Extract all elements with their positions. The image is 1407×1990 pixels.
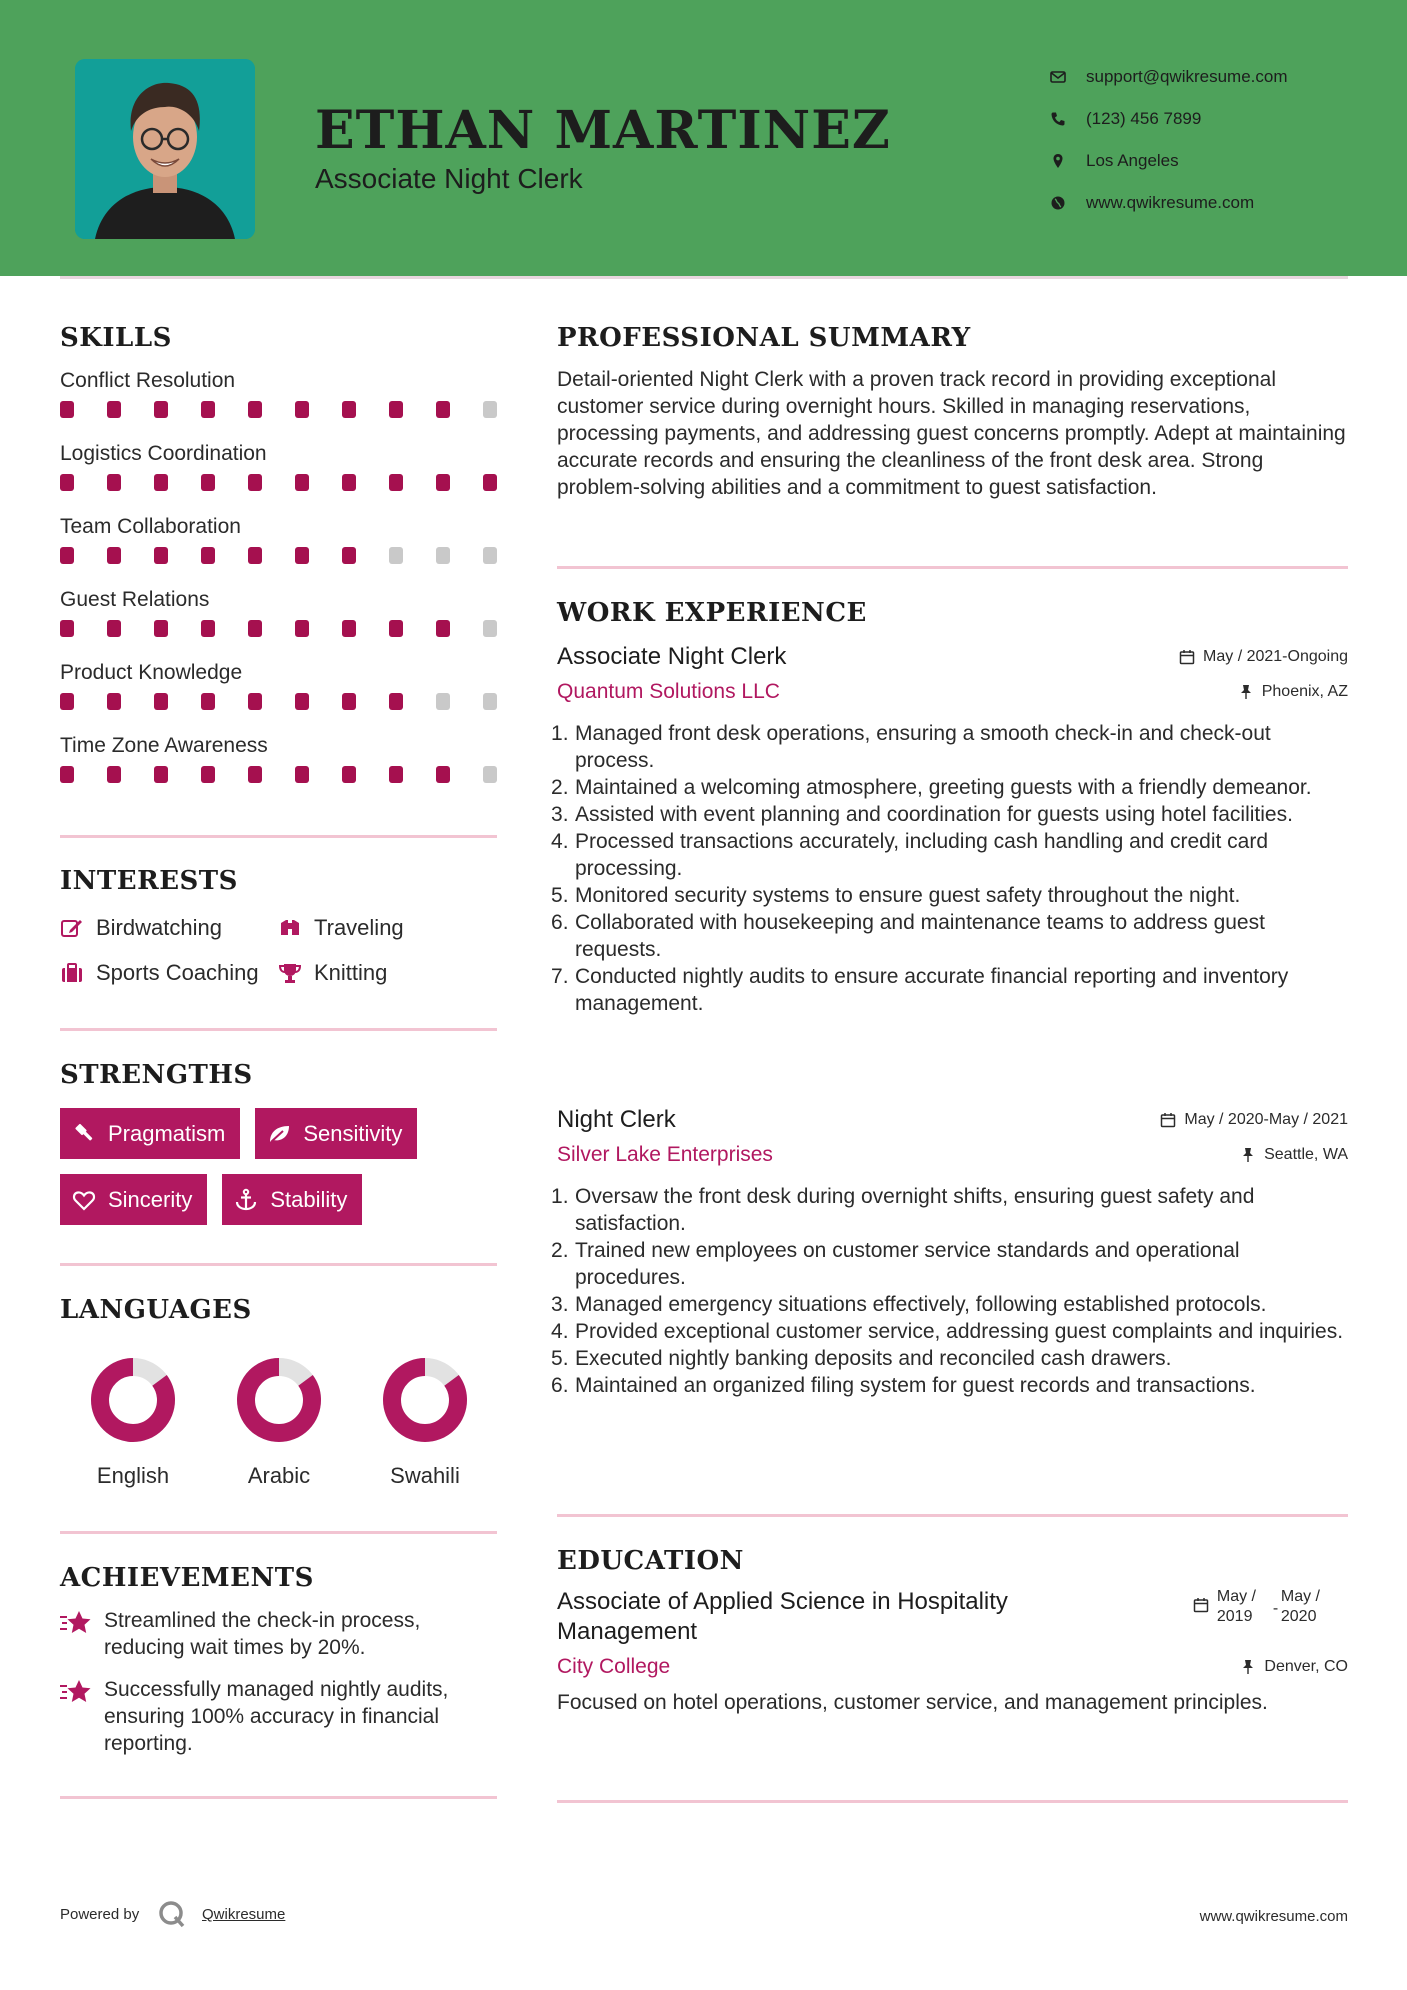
rating-dot-filled <box>483 474 497 491</box>
pushpin-icon <box>1240 1147 1256 1163</box>
footer <box>60 1900 1348 1930</box>
section-divider <box>60 1531 497 1534</box>
rating-dot-filled <box>107 620 121 637</box>
rating-dot-filled <box>201 693 215 710</box>
rating-dot-filled <box>436 474 450 491</box>
experience-title: WORK EXPERIENCE <box>557 598 867 628</box>
rating-dot-filled <box>107 547 121 564</box>
rating-dot-filled <box>248 766 262 783</box>
rating-dot-filled <box>436 766 450 783</box>
skill-rating <box>60 547 497 564</box>
summary-text: Detail-oriented Night Clerk with a proven track record in providing exceptional customer service during overnight hours. Skilled in managing reservations, processing payments, and addressing guest concerns promptly. Adept at maintaining accurate records and ensuring the cleanliness of the front desk area. Strong problem-solving abilities and a commitment to guest satisfaction. <box>557 368 1346 499</box>
section-divider <box>60 1028 497 1031</box>
footer-website-link[interactable]: www.qwikresume.com <box>1199 1908 1348 1925</box>
strength-label: Stability <box>270 1186 348 1212</box>
rating-dot-filled <box>436 401 450 418</box>
achievement-item <box>60 1676 500 1757</box>
summary-section <box>557 366 1348 501</box>
resume-header <box>0 0 1407 276</box>
interest-label: Traveling <box>314 914 404 940</box>
strength-tag <box>60 1174 207 1225</box>
strength-tag <box>255 1108 417 1159</box>
rating-dot-filled <box>295 620 309 637</box>
rating-dot-empty <box>389 547 403 564</box>
rating-dot-filled <box>342 401 356 418</box>
rating-dot-filled <box>295 474 309 491</box>
rating-dot-filled <box>342 766 356 783</box>
section-divider <box>60 835 497 838</box>
rating-dot-filled <box>154 693 168 710</box>
summary-title: PROFESSIONAL SUMMARY <box>557 323 971 353</box>
job-dates <box>1179 648 1348 666</box>
contact-email-text: support@qwikresume.com <box>1086 67 1288 86</box>
responsibility-item: Executed nightly banking deposits and reconciled cash drawers. <box>575 1347 1172 1370</box>
binoculars-icon <box>278 917 302 939</box>
job-location <box>1240 1146 1348 1164</box>
contact-location <box>1050 140 1390 182</box>
language-name: Swahili <box>390 1463 460 1488</box>
job-entry <box>557 1103 1348 1399</box>
skill-rating <box>60 766 497 783</box>
edu-start-year: 2019 <box>1216 1608 1253 1625</box>
pushpin-icon <box>1240 1659 1256 1675</box>
company-name: Quantum Solutions LLC <box>557 680 780 703</box>
skill-name: Team Collaboration <box>60 515 241 538</box>
contact-list <box>1050 56 1390 224</box>
anchor-icon <box>234 1188 258 1212</box>
rating-dot-filled <box>436 620 450 637</box>
education-description: Focused on hotel operations, customer service, and management principles. <box>557 1691 1268 1714</box>
rating-dot-filled <box>154 401 168 418</box>
section-divider <box>60 1796 497 1799</box>
school-name: City College <box>557 1655 671 1678</box>
skill-name: Logistics Coordination <box>60 442 267 465</box>
achievement-item <box>60 1607 500 1661</box>
edu-date-separator: - <box>1272 1600 1279 1617</box>
rating-dot-filled <box>295 766 309 783</box>
gavel-icon <box>72 1122 96 1146</box>
job-location-text: Seattle, WA <box>1264 1146 1348 1163</box>
edu-end-month: May / <box>1280 1588 1320 1605</box>
skill-name: Time Zone Awareness <box>60 734 268 757</box>
rating-dot-empty <box>483 547 497 564</box>
strengths-title: STRENGTHS <box>60 1060 253 1090</box>
rating-dot-filled <box>60 620 74 637</box>
responsibility-list <box>557 720 1348 1017</box>
responsibility-item: Provided exceptional customer service, addressing guest complaints and inquiries. <box>575 1320 1344 1343</box>
language-item <box>60 1355 206 1489</box>
responsibility-item: Maintained a welcoming atmosphere, greeting guests with a friendly demeanor. <box>575 776 1312 799</box>
skill-name: Product Knowledge <box>60 661 243 684</box>
language-ring <box>234 1355 324 1445</box>
job-location <box>1238 683 1348 701</box>
responsibility-item: Collaborated with housekeeping and maintenance teams to address guest requests. <box>575 911 1265 961</box>
section-divider <box>557 1800 1348 1803</box>
strength-label: Sincerity <box>108 1186 193 1212</box>
rating-dot-filled <box>201 401 215 418</box>
heart-icon <box>72 1188 96 1212</box>
skills-list <box>60 365 497 803</box>
language-item <box>352 1355 498 1489</box>
strengths-list <box>60 1108 500 1240</box>
achievement-text: Successfully managed nightly audits, ensuring 100% accuracy in financial reporting. <box>104 1678 449 1755</box>
job-entry <box>557 640 1348 1017</box>
calendar-icon <box>1193 1597 1209 1613</box>
responsibility-item: Oversaw the front desk during overnight shifts, ensuring guest safety and satisfaction. <box>575 1185 1255 1235</box>
interest-item <box>60 960 278 986</box>
interest-label: Knitting <box>314 959 388 985</box>
location-pin-icon <box>1050 153 1066 169</box>
responsibility-item: Trained new employees on customer service standards and operational procedures. <box>575 1239 1240 1289</box>
rating-dot-filled <box>342 474 356 491</box>
person-avatar-icon <box>75 59 255 239</box>
edu-end-year: 2020 <box>1280 1608 1317 1625</box>
powered-by-label: Powered by <box>60 1906 140 1923</box>
interest-label: Sports Coaching <box>96 959 259 985</box>
responsibility-item: Managed front desk operations, ensuring a smooth check-in and check-out process. <box>575 722 1271 772</box>
candidate-name: ETHAN MARTINEZ <box>315 100 891 161</box>
rating-dot-filled <box>389 693 403 710</box>
edu-start-month: May / <box>1216 1588 1256 1605</box>
pushpin-icon <box>1238 684 1254 700</box>
rating-dot-filled <box>389 401 403 418</box>
education-entry <box>557 1587 1348 1716</box>
rating-dot-filled <box>248 401 262 418</box>
skill-rating <box>60 620 497 637</box>
calendar-icon <box>1160 1112 1176 1128</box>
achievements-title: ACHIEVEMENTS <box>60 1563 314 1593</box>
rating-dot-filled <box>295 693 309 710</box>
rating-dot-filled <box>60 547 74 564</box>
rating-dot-empty <box>436 693 450 710</box>
skill-rating <box>60 401 497 418</box>
rating-dot-filled <box>342 547 356 564</box>
skill-rating <box>60 474 497 491</box>
rating-dot-filled <box>107 766 121 783</box>
star-icon <box>60 1609 92 1637</box>
contact-phone-text: (123) 456 7899 <box>1086 109 1202 128</box>
language-name: Arabic <box>247 1463 311 1488</box>
rating-dot-filled <box>342 620 356 637</box>
job-location-text: Phoenix, AZ <box>1261 683 1348 700</box>
contact-location-text: Los Angeles <box>1086 151 1179 170</box>
strength-label: Pragmatism <box>108 1120 226 1146</box>
section-divider <box>557 1514 1348 1517</box>
degree-name: Associate of Applied Science in Hospitality Management <box>557 1588 1008 1645</box>
strength-tag <box>222 1174 362 1225</box>
education-location-text: Denver, CO <box>1264 1658 1348 1675</box>
strength-label: Sensitivity <box>303 1120 403 1146</box>
header-divider <box>60 276 1348 279</box>
rating-dot-filled <box>201 474 215 491</box>
contact-phone[interactable] <box>1050 98 1390 140</box>
trophy-icon <box>278 962 302 984</box>
rating-dot-empty <box>436 547 450 564</box>
section-divider <box>60 1263 497 1266</box>
rating-dot-filled <box>154 766 168 783</box>
rating-dot-filled <box>201 547 215 564</box>
achievement-text: Streamlined the check-in process, reducing wait times by 20%. <box>104 1609 421 1659</box>
candidate-title: Associate Night Clerk <box>315 163 583 194</box>
envelope-icon <box>1050 69 1066 85</box>
interest-item <box>60 915 278 941</box>
job-role: Night Clerk <box>557 1106 676 1133</box>
rating-dot-filled <box>389 766 403 783</box>
rating-dot-filled <box>60 474 74 491</box>
rating-dot-filled <box>248 474 262 491</box>
education-dates <box>1193 1587 1320 1627</box>
rating-dot-filled <box>60 766 74 783</box>
responsibility-list <box>557 1183 1348 1399</box>
language-ring <box>380 1355 470 1445</box>
strength-tag <box>60 1108 240 1159</box>
rating-dot-filled <box>389 620 403 637</box>
languages-title: LANGUAGES <box>60 1295 252 1325</box>
phone-icon <box>1050 111 1066 127</box>
rating-dot-filled <box>201 620 215 637</box>
education-title: EDUCATION <box>557 1546 744 1576</box>
education-location <box>1240 1658 1348 1676</box>
star-icon <box>60 1678 92 1706</box>
rating-dot-filled <box>342 693 356 710</box>
skills-title: SKILLS <box>60 323 172 353</box>
job-dates <box>1160 1111 1348 1129</box>
edit-icon <box>60 917 84 939</box>
skill-name: Conflict Resolution <box>60 369 236 392</box>
job-role: Associate Night Clerk <box>557 643 787 670</box>
rating-dot-empty <box>483 620 497 637</box>
language-item <box>206 1355 352 1489</box>
interest-item <box>278 960 387 986</box>
rating-dot-filled <box>248 693 262 710</box>
skill-name: Guest Relations <box>60 588 210 611</box>
profile-photo <box>75 59 255 239</box>
rating-dot-empty <box>483 693 497 710</box>
contact-email[interactable] <box>1050 56 1390 98</box>
responsibility-item: Maintained an organized filing system for guest records and transactions. <box>575 1374 1256 1397</box>
job-dates-text: May / 2020-May / 2021 <box>1184 1111 1348 1128</box>
rating-dot-filled <box>60 693 74 710</box>
leaf-icon <box>267 1122 291 1146</box>
responsibility-item: Conducted nightly audits to ensure accurate financial reporting and inventory management. <box>575 965 1289 1015</box>
section-divider <box>557 566 1348 569</box>
contact-website[interactable] <box>1050 182 1390 224</box>
job-dates-text: May / 2021-Ongoing <box>1203 648 1348 665</box>
rating-dot-filled <box>248 620 262 637</box>
rating-dot-filled <box>154 547 168 564</box>
responsibility-item: Managed emergency situations effectively, following established protocols. <box>575 1293 1267 1316</box>
calendar-icon <box>1179 649 1195 665</box>
rating-dot-filled <box>107 401 121 418</box>
interests-list <box>60 905 500 995</box>
rating-dot-empty <box>483 401 497 418</box>
language-ring <box>88 1355 178 1445</box>
responsibility-item: Processed transactions accurately, including cash handling and credit card processing. <box>575 830 1268 880</box>
rating-dot-filled <box>154 620 168 637</box>
languages-list <box>60 1355 500 1489</box>
rating-dot-filled <box>295 401 309 418</box>
language-name: English <box>96 1463 170 1488</box>
skill-rating <box>60 693 497 710</box>
responsibility-item: Monitored security systems to ensure guest safety throughout the night. <box>575 884 1241 907</box>
rating-dot-filled <box>60 401 74 418</box>
rating-dot-filled <box>295 547 309 564</box>
interest-label: Birdwatching <box>96 914 222 940</box>
interests-title: INTERESTS <box>60 866 238 896</box>
company-name: Silver Lake Enterprises <box>557 1143 773 1166</box>
qwikresume-logo-icon <box>158 1900 186 1928</box>
rating-dot-filled <box>201 766 215 783</box>
rating-dot-filled <box>154 474 168 491</box>
globe-icon <box>1050 195 1066 211</box>
interest-item <box>278 915 404 941</box>
rating-dot-filled <box>107 693 121 710</box>
achievements-list <box>60 1607 500 1772</box>
rating-dot-filled <box>248 547 262 564</box>
rating-dot-filled <box>389 474 403 491</box>
responsibility-item: Assisted with event planning and coordination for guests using hotel facilities. <box>575 803 1293 826</box>
contact-website-text: www.qwikresume.com <box>1086 193 1255 212</box>
briefcase-icon <box>60 962 84 984</box>
rating-dot-filled <box>107 474 121 491</box>
rating-dot-empty <box>483 766 497 783</box>
brand-link[interactable]: Qwikresume <box>202 1906 286 1923</box>
